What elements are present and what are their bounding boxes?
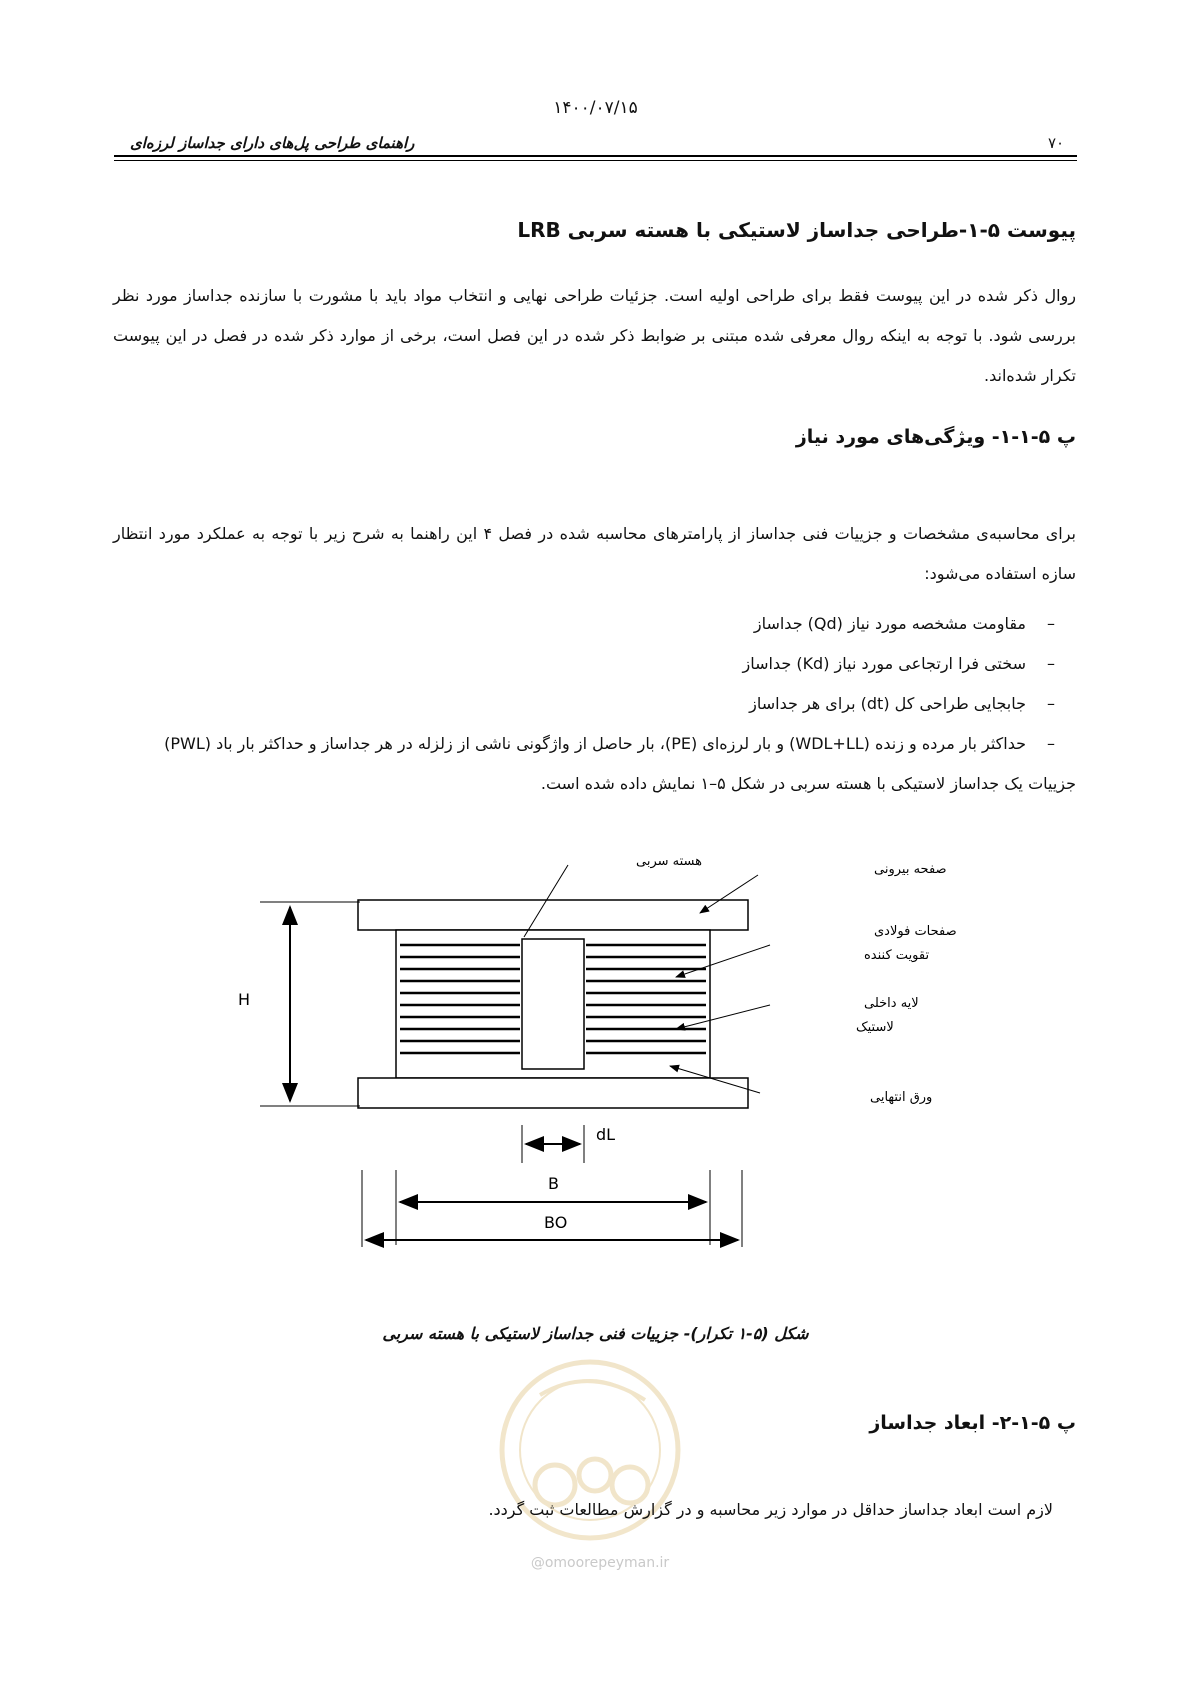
figure-caption: شکل (۵-۱ تکرار)- جزییات فنی جداساز لاستیکی با هسته سربی xyxy=(382,1324,809,1343)
header-date: ۱۴۰۰/۰۷/۱۵ xyxy=(553,98,638,118)
header-rule xyxy=(114,155,1077,157)
list-item xyxy=(113,644,1076,684)
list-item-text: سختی فرا ارتجاعی مورد نیاز (Kd) جداساز xyxy=(742,654,1026,673)
list-item xyxy=(113,724,1076,764)
list-dash: – xyxy=(1047,694,1055,713)
list-item xyxy=(113,684,1076,724)
rubber-label-line2: لاستیک xyxy=(856,1020,894,1035)
intro-paragraph: روال ذکر شده در این پیوست فقط برای طراحی اولیه است. جزئیات طراحی نهایی و انتخاب مواد باید با مشورت با سازنده جداساز مورد نظر بررسی شود. با توجه به اینکه روال معرفی شده مبتنی بر ضوابط ذکر شده در این فصل است، برخی از موارد ذکر شده در فصل در این پیوست تکرار شده‌اند. xyxy=(113,286,1076,385)
list-dash: – xyxy=(1047,654,1055,673)
subsection-2-paragraph: لازم است ابعاد جداساز حداقل در موارد زیر محاسبه و در گزارش مطالعات ثبت گردد. xyxy=(488,1500,1053,1519)
list-dash: – xyxy=(1047,614,1055,633)
bottom-plate xyxy=(358,1078,748,1108)
page-number: ۷۰ xyxy=(1048,134,1065,152)
top-plate xyxy=(358,900,748,930)
header-title: راهنمای طراحی پل‌های دارای جداساز لرزه‌ای xyxy=(130,134,415,152)
height-label: H xyxy=(238,990,251,1009)
subsection-1-paragraph: برای محاسبه‌ی مشخصات و جزییات فنی جداساز از پارامترهای محاسبه شده در فصل ۴ این راهنما به شرح زیر با توجه به عملکرد مورد انتظار سازه استفاده می‌شود: xyxy=(113,524,1076,583)
watermark-url: @omoorepeyman.ir xyxy=(530,1555,670,1571)
dl-label: dL xyxy=(596,1125,616,1144)
list-item-text: مقاومت مشخصه مورد نیاز (Qd) جداساز xyxy=(753,614,1026,633)
subsection-title-1: پ ۵-۱-۱- ویژگی‌های مورد نیاز xyxy=(795,426,1076,448)
list-item-text: جابجایی طراحی کل (dt) برای هر جداساز xyxy=(749,694,1026,713)
subsection-title-2: پ ۵-۱-۲- ابعاد جداساز xyxy=(869,1412,1076,1434)
end-plate-label: ورق انتهایی xyxy=(870,1090,933,1105)
steel-plates-label-line1: صفحات فولادی xyxy=(874,924,957,939)
list-item-text: حداکثر بار مرده و زنده (WDL+LL) و بار لرزه‌ای (PE)، بار حاصل از واژگونی ناشی از زلزله در هر جداساز و حداکثر بار باد (PWL) xyxy=(164,734,1026,753)
lead-core-label: هسته سربی xyxy=(636,854,702,869)
rubber-label-line1: لایه داخلی xyxy=(864,996,919,1011)
list-dash: – xyxy=(1047,734,1055,753)
requirements-list xyxy=(113,604,1076,764)
b-label: B xyxy=(548,1174,559,1193)
lrb-figure xyxy=(230,845,957,1325)
list-item xyxy=(113,604,1076,644)
steel-plates-label-line2: تقویت کننده xyxy=(864,948,930,963)
lead-core xyxy=(522,939,584,1069)
header-rule-thin xyxy=(114,160,1077,161)
outer-plate-label: صفحه بیرونی xyxy=(874,862,947,877)
section-title: پیوست ۵-۱-طراحی جداساز لاستیکی با هسته سربی LRB xyxy=(517,218,1076,242)
figure-reference-paragraph: جزییات یک جداساز لاستیکی با هسته سربی در شکل ۵–۱ نمایش داده شده است. xyxy=(540,774,1076,793)
bo-label: BO xyxy=(544,1213,568,1232)
